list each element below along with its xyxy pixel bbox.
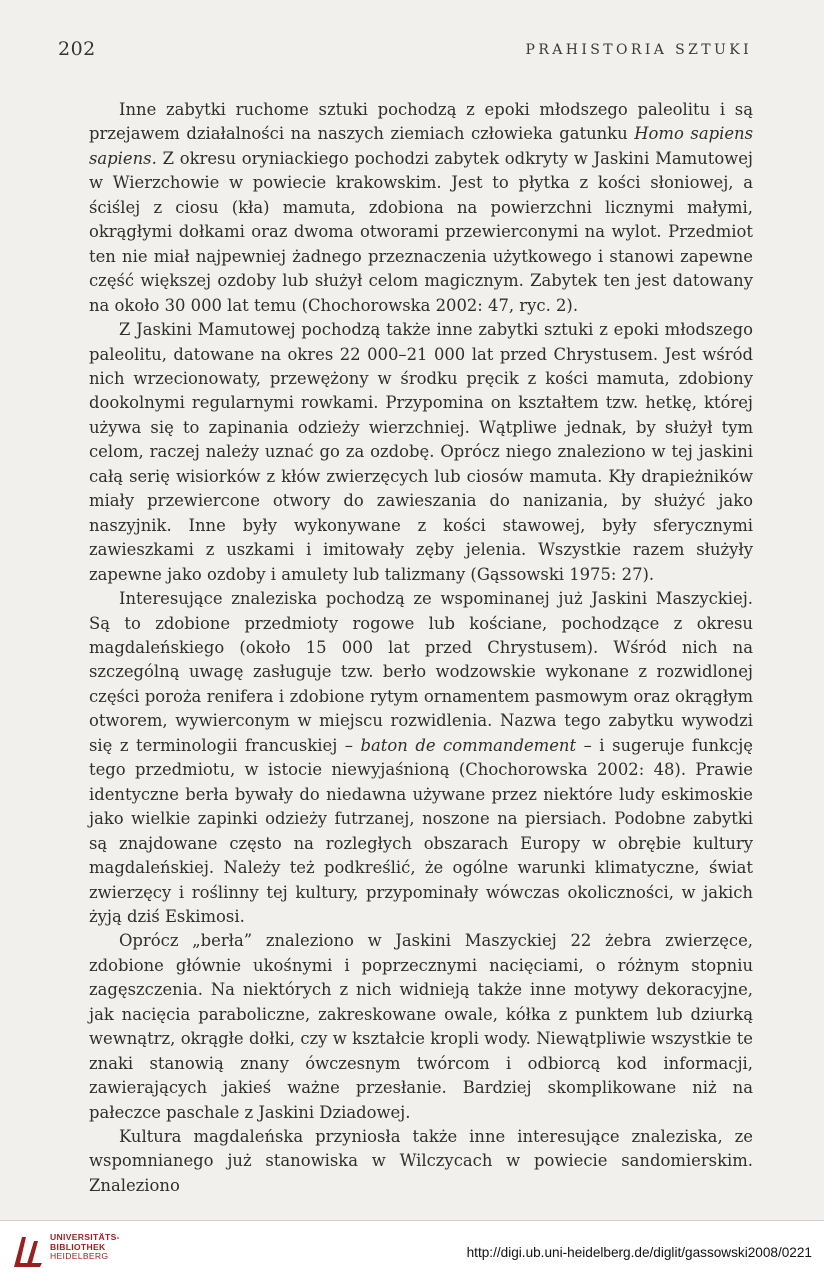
paragraph-3	[89, 587, 753, 929]
paragraph-1-text-a: Inne zabytki ruchome sztuki pochodzą z epoki młodszego paleolitu i są przejawem działalności na naszych ziemiach człowieka gatunku	[89, 100, 753, 144]
running-head: PRAHISTORIA SZTUKI	[525, 42, 752, 58]
page-number: 202	[58, 38, 96, 60]
page-header	[58, 38, 752, 62]
paragraph-2-text: Z Jaskini Mamutowej pochodzą także inne zabytki sztuki z epoki młodszego paleolitu, datowane na okres 22 000–21 000 lat przed Chrystusem. Jest wśród nich wrzecionowaty, przewężony w środku pręcik z kości mamuta, zdobiony dookolnymi regularnymi rowkami. Przypomina on kształtem tzw. hetkę, której używa się to zapinania odzieży wierzchniej. Wątpliwe jednak, by służył tym celom, raczej należy uznać go za ozdobę. Oprócz niego znaleziono w tej jaskini całą serię wisiorków z kłów zwierzęcych lub ciosów mamuta. Kły drapieżników miały przewiercone otwory do zawieszania do nanizania, by służyć jako naszyjnik. Inne były wykonywane z kości stawowej, były sferycznymi zawieszkami z uszkami i imitowały zęby jelenia. Wszystkie razem służyły zapewne jako ozdoby i amulety lub talizmany (Gąssowski 1975: 27).	[89, 320, 753, 584]
paragraph-1	[89, 98, 753, 318]
footer-bar	[0, 1220, 824, 1277]
paragraph-4	[89, 929, 753, 1125]
paragraph-3-text-a: Interesujące znaleziska pochodzą ze wspominanej już Jaskini Maszyckiej. Są to zdobione przedmioty rogowe lub kościane, pochodzące z okresu magdaleńskiego (około 15 000 lat przed Chrystusem). Wśród nich na szczególną uwagę zasługuje tzw. berło wodzowskie wykonane z rozwidlonej części poroża renifera i zdobione rytym ornamentem pasmowym oraz okrągłym otworem, wywierconym w miejscu rozwidlenia. Nazwa tego zabytku wywodzi się z terminologii francuskiej –	[89, 589, 753, 755]
paragraph-3-text-b: – i sugeruje funkcję tego przedmiotu, w istocie niewyjaśnioną (Chochorowska 2002: 48). Prawie identyczne berła bywały do niedawna używane przez niektóre ludy eskimoskie jako wielkie zapinki odzieży futrzanej, noszone na piersiach. Podobne zabytki są znajdowane często na rozległych obszarach Europy w obrębie kultury magdaleńskiej. Należy też podkreślić, że ogólne warunki klimatyczne, świat zwierzęcy i roślinny tej kultury, przypominały wówczas okoliczności, w jakich żyją dziś Eskimosi.	[89, 735, 753, 926]
permalink-url[interactable]: http://digi.ub.uni-heidelberg.de/diglit/gassowski2008/0221	[466, 1245, 812, 1260]
paragraph-1-italic: Homo sapiens sapiens.	[89, 124, 754, 168]
university-library-logo-icon	[12, 1233, 44, 1269]
institution-name	[50, 1233, 120, 1262]
institution-line-2: BIBLIOTHEK	[50, 1241, 106, 1252]
paragraph-5-text: Kultura magdaleńska przyniosła także inne interesujące znaleziska, ze wspomnianego już stanowiska w Wilczycach w powiecie sandomierskim. Znaleziono	[89, 1127, 753, 1195]
paragraph-1-text-b: Z okresu oryniackiego pochodzi zabytek odkryty w Jaskini Mamutowej w Wierzchowie w powiecie krakowskim. Jest to płytka z kości słoniowej, a ściślej z ciosu (kła) mamuta, zdobiona na powierzchni licznymi małymi, okrągłymi dołkami oraz dwoma otworami przewierconymi na wylot. Przedmiot ten nie miał najpewniej żadnego przeznaczenia użytkowego i stanowi zapewne część większej ozdoby lub służył celom magicznym. Zabytek ten jest datowany na około 30 000 lat temu (Chochorowska 2002: 47, ryc. 2).	[89, 148, 753, 315]
paragraph-2	[89, 318, 753, 587]
paragraph-5	[89, 1125, 753, 1198]
institution-line-1: UNIVERSITÄTS-	[50, 1232, 120, 1242]
body-text	[89, 98, 753, 1198]
paragraph-4-text: Oprócz „berła” znaleziono w Jaskini Maszyckiej 22 żebra zwierzęce, zdobione głównie ukośnymi i poprzecznymi nacięciami, o różnym stopniu zagęszczenia. Na niektórych z nich widnieją także inne motywy dekoracyjne, jak nacięcia paraboliczne, zakreskowane owale, kółka z punktem lub dziurką wewnątrz, okrągłe dołki, czy w kształcie kropli wody. Niewątpliwie wszystkie te znaki stanowią znany ówczesnym twórcom i odbiorcą kod informacji, zawierających jakieś ważne przesłanie. Bardziej skomplikowane niż na pałeczce paschale z Jaskini Dziadowej.	[89, 931, 753, 1122]
institution-line-3: HEIDELBERG	[50, 1251, 109, 1261]
paragraph-3-italic: baton de commandement	[360, 735, 577, 755]
